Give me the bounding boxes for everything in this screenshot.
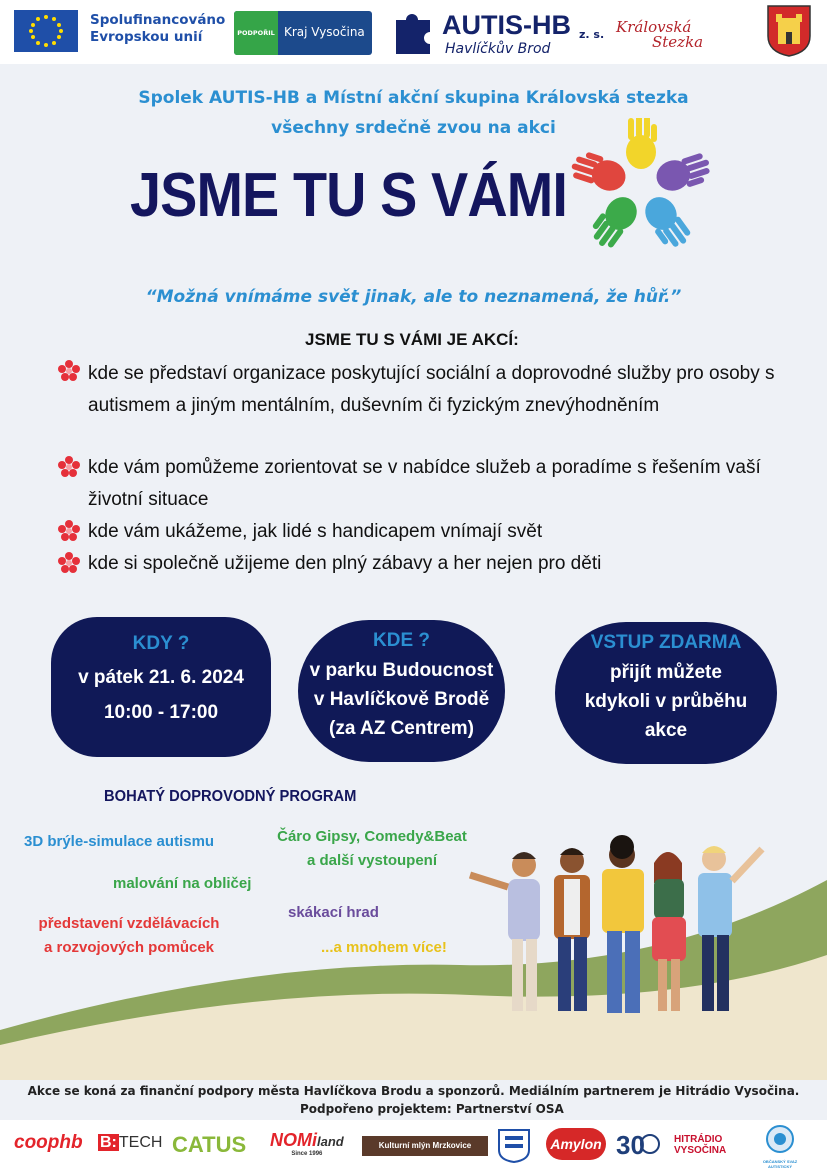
flower-bullet-icon bbox=[58, 520, 80, 542]
where-label: KDE ? bbox=[373, 630, 430, 651]
kralovska-stezka-logo: Královská Stezka bbox=[616, 18, 704, 51]
bullet-item-2: kde vám pomůžeme zorientovat se v nabídce služeb a poradíme s řešením vaší životní situace bbox=[88, 457, 761, 510]
sponsor-30-years-icon bbox=[614, 1126, 660, 1164]
puzzle-icon bbox=[392, 6, 436, 56]
program-item-presentation: představení vzdělávacích a rozvojových pomůcek bbox=[38, 915, 220, 956]
sponsor-nomi: NOMiland Since 1996 bbox=[270, 1130, 344, 1157]
event-title: JSME TU S VÁMI bbox=[130, 161, 567, 230]
when-box bbox=[51, 617, 271, 757]
program-item-more: ...a mnohem více! bbox=[321, 939, 447, 956]
sponsor-osa: OBČANSKÝ SVAZ AUTISTICKÝ bbox=[758, 1124, 802, 1169]
program-item-facepaint: malování na obličej bbox=[113, 875, 252, 892]
sponsor-btech: B: TECH bbox=[100, 1134, 163, 1151]
kraj-vysocina-logo bbox=[234, 11, 372, 55]
program-item-bouncy-castle: skákací hrad bbox=[288, 904, 379, 921]
autis-city: Havlíčkův Brod bbox=[445, 41, 551, 57]
quote: “Možná vnímáme svět jinak, ale to neznamená, že hůř.” bbox=[145, 287, 682, 307]
footer-project-text: Podpořeno projektem: Partnerství OSA bbox=[300, 1102, 564, 1116]
list-heading: JSME TU S VÁMI JE AKCÍ: bbox=[305, 330, 519, 349]
when-date: v pátek 21. 6. 2024 bbox=[78, 667, 244, 688]
when-time: 10:00 - 17:00 bbox=[103, 702, 219, 723]
kraj-badge: PODPOŘIL bbox=[234, 11, 278, 55]
eu-flag-icon bbox=[14, 10, 78, 52]
bullet-item-3: kde vám ukážeme, jak lidé s handicapem vnímají svět bbox=[88, 521, 543, 542]
program-item-3d: 3D brýle-simulace autismu bbox=[24, 833, 215, 850]
entry-line-3: akce bbox=[644, 720, 688, 741]
flower-bullet-icon bbox=[58, 456, 80, 478]
sponsor-catus: CATUS bbox=[172, 1132, 247, 1157]
entry-label: VSTUP ZDARMA bbox=[590, 632, 742, 653]
where-box bbox=[298, 620, 505, 762]
intro-line-1: Spolek AUTIS-HB a Místní akční skupina Královská stezka bbox=[138, 88, 689, 108]
where-line-2: v Havlíčkově Brodě bbox=[313, 689, 490, 710]
eu-cofinance-text: Spolufinancováno Evropskou unií bbox=[90, 12, 226, 45]
where-line-3: (za AZ Centrem) bbox=[329, 718, 474, 739]
autis-suffix: z. s. bbox=[579, 28, 605, 41]
footer-support-text: Akce se koná za finanční podpory města Havlíčkova Brodu a sponzorů. Mediálním partnerem je Hitrádio Vysočina. bbox=[27, 1084, 800, 1098]
where-line-1: v parku Budoucnost bbox=[309, 660, 494, 681]
sponsor-coop: coophb bbox=[14, 1132, 83, 1153]
entry-line-2: kdykoli v průběhu bbox=[584, 691, 748, 712]
when-label: KDY ? bbox=[132, 633, 190, 654]
sponsor-mlyn: Kulturní mlýn Mrzkovice bbox=[362, 1136, 488, 1156]
people-group-illustration bbox=[462, 835, 782, 1035]
kraj-name: Kraj Vysočina bbox=[284, 25, 365, 39]
sponsor-amylon: Amylon bbox=[546, 1128, 606, 1160]
intro-line-2: všechny srdečně zvou na akci bbox=[271, 118, 556, 138]
colorful-hands-icon bbox=[566, 118, 716, 268]
bullet-item-4: kde si společně užijeme den plný zábavy a her nejen pro děti bbox=[88, 553, 602, 574]
autis-title: AUTIS-HB bbox=[442, 10, 571, 40]
entry-box bbox=[555, 622, 777, 764]
bullet-item-1: kde se představí organizace poskytující sociální a doprovodné služby pro osoby s autismem a jiným mentálním, duševním či fyzickým znevýhodněním bbox=[88, 363, 775, 416]
sponsor-hitradio: HITRÁDIO VYSOČINA bbox=[674, 1134, 727, 1156]
sponsor-crest-icon bbox=[497, 1128, 531, 1164]
entry-line-1: přijít můžete bbox=[610, 662, 722, 683]
flower-bullet-icon bbox=[58, 552, 80, 574]
program-title: BOHATÝ DOPROVODNÝ PROGRAM bbox=[104, 788, 357, 805]
program-item-performances: Čáro Gipsy, Comedy&Beat a další vystoupení bbox=[277, 828, 467, 869]
sponsor-bar bbox=[0, 1120, 827, 1170]
osa-logo-icon bbox=[765, 1124, 795, 1154]
svg-text:30: 30 bbox=[616, 1130, 645, 1160]
flower-bullet-icon bbox=[58, 360, 80, 382]
city-crest-icon bbox=[766, 4, 812, 58]
